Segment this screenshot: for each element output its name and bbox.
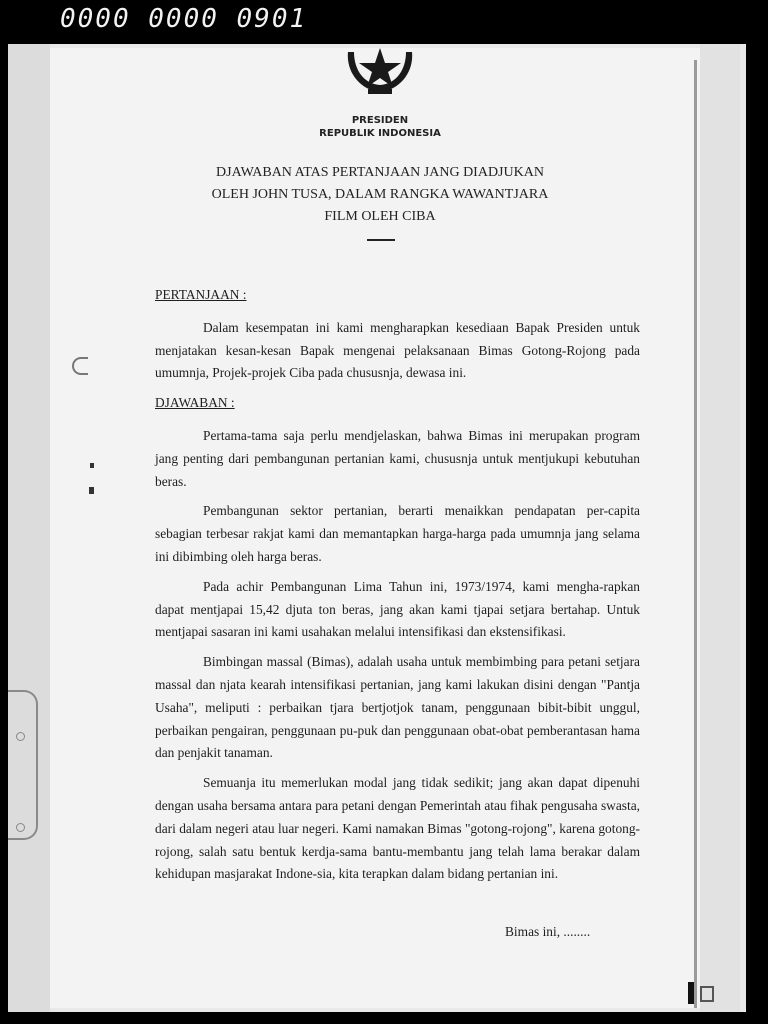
answer-paragraph: Pembangunan sektor pertanian, berarti menaikkan pendapatan per-capita sebagian terbesar rakjat kami dan memantapkan harga-harga pada umumnja jang selama ini dibimbing oleh harga beras. [155,503,640,564]
microfilm-frame-number: 0000 0000 0901 [60,4,308,34]
answer-paragraph: Semuanja itu memerlukan modal jang tidak sedikit; jang akan dapat dipenuhi dengan usaha bersama antara para petani dengan Pemerintah atau fihak pengusaha swasta, dari dalam negeri atau luar negeri. Kami namakan Bimas "gotong-rojong", karena gotong-rojong, salah satu bentuk kerdja-sama bantu-membantu jang telah lama berakar dalam kehidupan masjarakat Indone-sia, kita terapkan dalam bidang pertanian ini. [155,775,640,882]
answer-paragraph: Bimbingan massal (Bimas), adalah usaha untuk membimbing para petani setjara massal dan njata kearah intensifikasi pertanian, jang kami lakukan disini dengan "Pantja Usaha", meliputi : perbaikan tjara bertjotjok tanam, penggunaan bibit-bibit unggul, perbaikan pengairan, penggunaan pu-puk dan penggunaan obat-obat pemberantasan hama dan penjakit tanaman. [155,654,640,761]
sheet-left-edge [8,44,50,1012]
answer-paragraph: Pertama-tama saja perlu mendjelaskan, bahwa Bimas ini merupakan program jang penting dari pembangunan pertanian kami, chususnja untuk mentjukupi kebutuhan beras. [155,427,640,489]
binder-rivet [16,823,25,832]
page-fold-line [694,60,697,1008]
question-text: Dalam kesempatan ini kami mengharapkan kesediaan Bapak Presiden untuk menjatakan kesan-kesan Bapak mengenai pelaksanaan Bimas Gotong-Rojong pada umumnja, Projek-projek Ciba pada chususnja, dewasa ini. [155,319,640,381]
question-label: PERTANJAAN : [155,287,247,302]
page-right-strip [700,44,740,1012]
letterhead-line-2: REPUBLIK INDONESIA [319,128,441,139]
binder-clip [8,690,38,840]
letterhead-line-1: PRESIDEN [351,115,409,126]
answer-label: DJAWABAN : [155,395,235,411]
presidential-emblem-icon [338,42,422,96]
document-title [180,162,580,228]
corner-registration-mark [688,982,694,1004]
punch-hole [72,357,88,375]
title-line-1: DJAWABAN ATAS PERTANJAAN JANG DIADJUKAN [216,165,544,180]
answer-paragraph: Pada achir Pembangunan Lima Tahun ini, 1973/1974, kami mengha-rapkan dapat mentjapai 15,42 djuta ton beras, jang akan kami tjapai setjara bertahap. Untuk mentjapai sasaran ini kami usahakan melalui intensifikasi dan ekstensifikasi. [155,578,640,640]
letterhead [300,114,460,140]
corner-box-mark [700,986,714,1002]
title-underline-rule [367,239,395,241]
scan-speck [90,463,94,468]
document-body [155,284,640,893]
binder-rivet [16,732,25,741]
title-line-2: OLEH JOHN TUSA, DALAM RANGKA WAWANTJARA [211,187,549,202]
scan-speck [89,487,94,494]
title-line-3: FILM OLEH CIBA [324,209,436,224]
continuation-catchword: Bimas ini, ........ [505,924,591,939]
